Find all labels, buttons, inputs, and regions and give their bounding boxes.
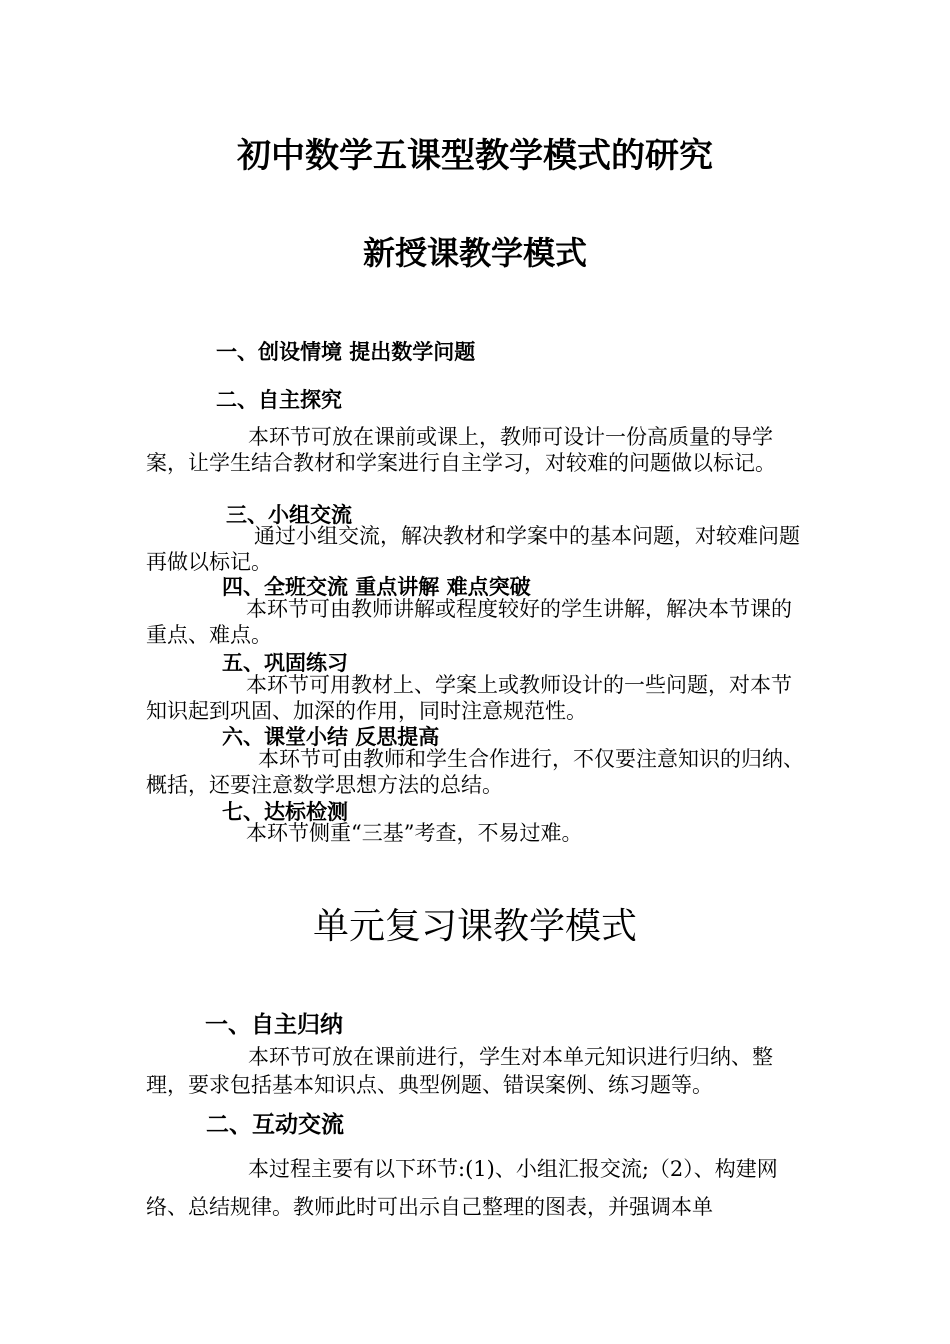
step-body: 本环节可由教师和学生合作进行，不仅要注意知识的归纳、概括，还要注意数学思想方法的总结。 xyxy=(146,747,804,797)
step-heading: 一、自主归纳 xyxy=(205,1011,343,1038)
step-heading: 五、巩固练习 xyxy=(222,650,348,675)
step-body: 本环节可放在课前进行，学生对本单元知识进行归纳、整理，要求包括基本知识点、典型例题、错误案例、练习题等。 xyxy=(146,1045,773,1097)
step-body: 本过程主要有以下环节:(1)、小组汇报交流;（2）、构建网络、总结规律。教师此时可出示自己整理的图表，并强调本单 xyxy=(146,1157,778,1219)
document-title: 初中数学五课型教学模式的研究 xyxy=(237,136,713,176)
step-heading: 二、互动交流 xyxy=(206,1111,344,1138)
step-body: 本环节侧重“三基”考查，不易过难。 xyxy=(246,821,583,845)
step-body: 本环节可用教材上、学案上或教师设计的一些问题，对本节知识起到巩固、加深的作用，同时注意规范性。 xyxy=(146,673,792,723)
step-heading: 六、课堂小结 反思提高 xyxy=(222,724,440,749)
step-heading: 七、达标检测 xyxy=(222,799,348,824)
step-heading: 四、全班交流 重点讲解 难点突破 xyxy=(222,574,531,599)
section-title-unit-review: 单元复习课教学模式 xyxy=(312,906,637,947)
section-title-new-lesson: 新授课教学模式 xyxy=(362,234,587,272)
step-body: 本环节可由教师讲解或程度较好的学生讲解，解决本节课的重点、难点。 xyxy=(146,597,792,647)
step-body: 本环节可放在课前或课上，教师可设计一份高质量的导学案，让学生结合教材和学案进行自主学习，对较难的问题做以标记。 xyxy=(146,425,776,475)
step-heading: 二、自主探究 xyxy=(216,387,342,412)
step-body: 通过小组交流，解决教材和学案中的基本问题，对较难问题再做以标记。 xyxy=(146,524,800,574)
step-heading: 一、创设情境 提出数学问题 xyxy=(216,339,476,364)
step-heading: 三、小组交流 xyxy=(226,502,352,527)
